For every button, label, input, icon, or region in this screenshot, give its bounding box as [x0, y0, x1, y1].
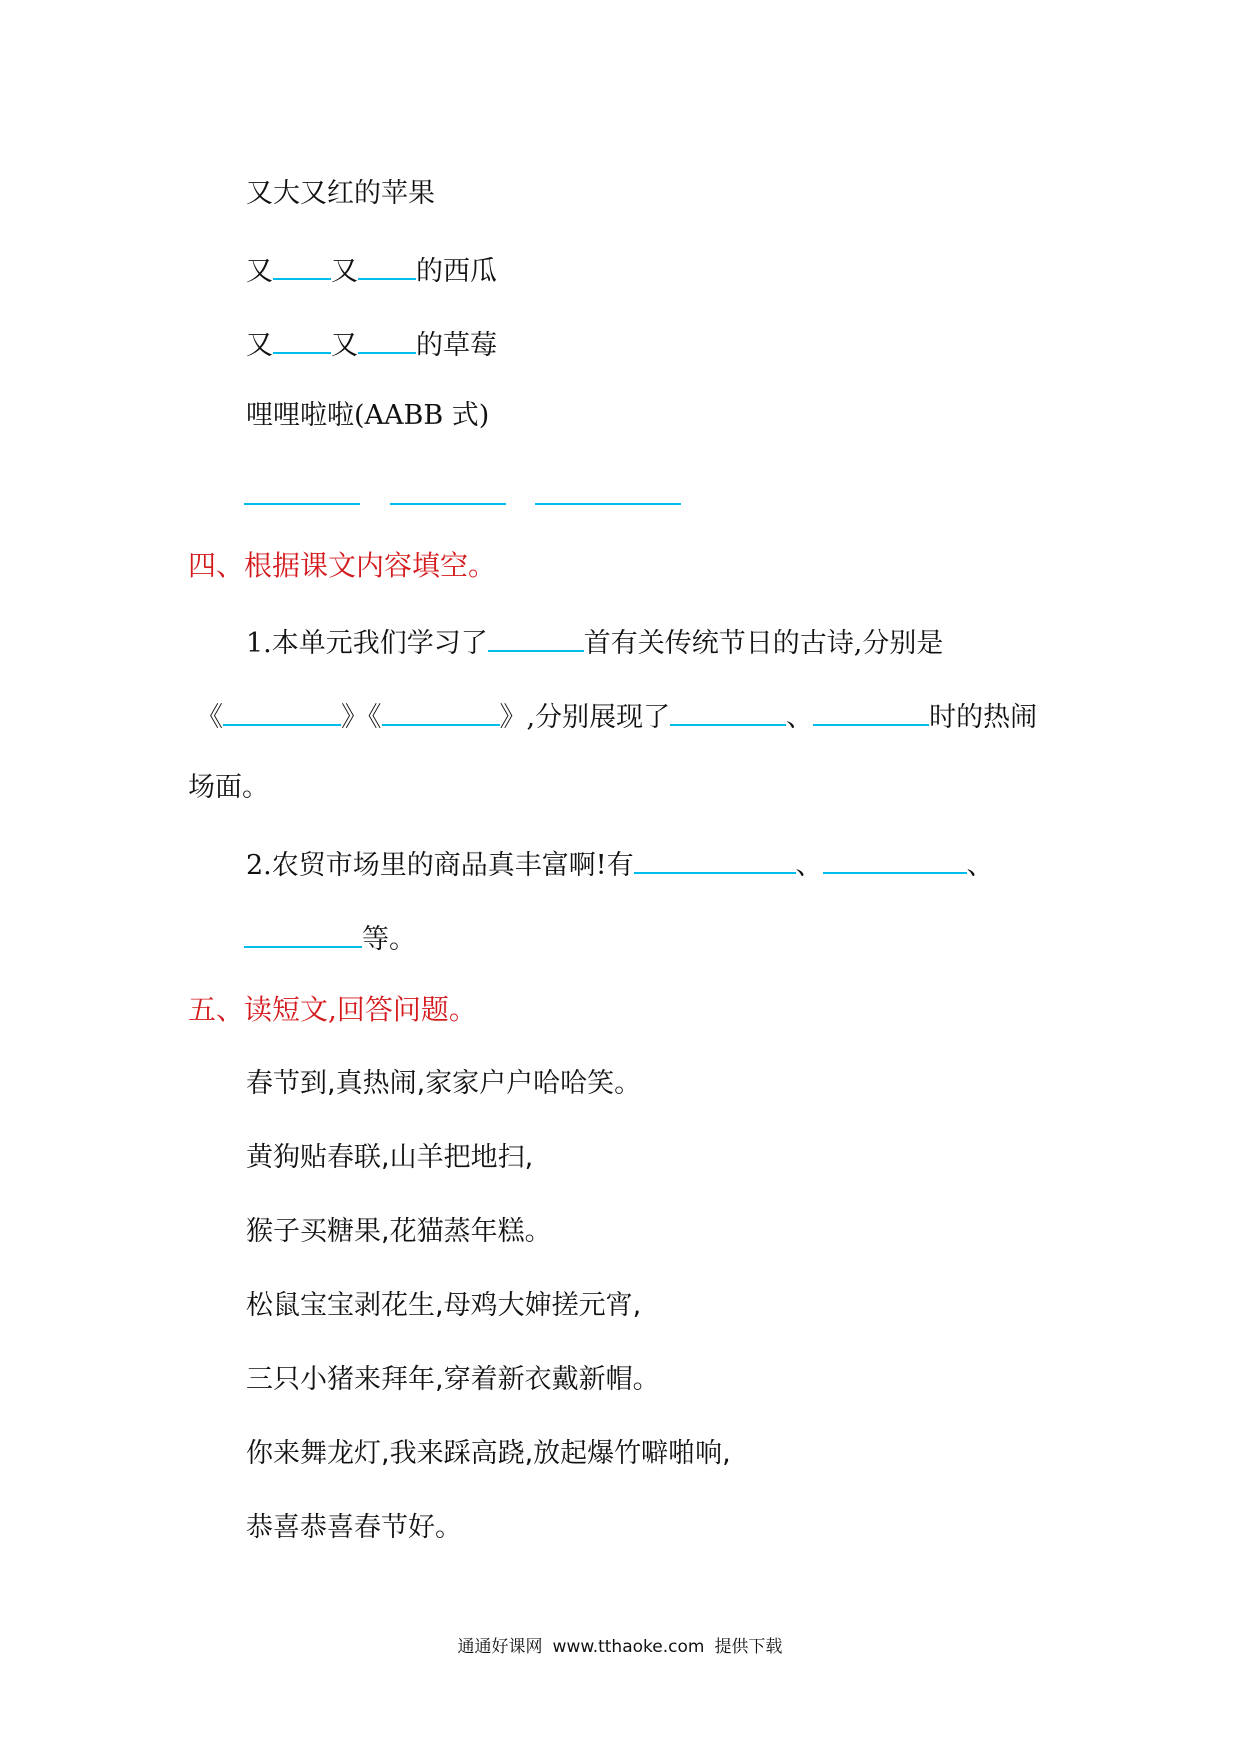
blank-input[interactable]: [358, 322, 416, 354]
q1-end: 时的热闹: [929, 702, 1038, 733]
you-char: 又: [246, 256, 273, 287]
aabb-blank-1[interactable]: [244, 503, 360, 505]
blank-input[interactable]: [223, 694, 341, 726]
you-char: 又: [331, 330, 358, 361]
item-suffix: 的西瓜: [416, 256, 497, 287]
section-heading-five: 五、读短文,回答问题。: [188, 993, 477, 1026]
q1-prefix: 1.本单元我们学习了: [246, 628, 488, 659]
poem-line: 春节到,真热闹,家家户户哈哈笑。: [246, 1068, 642, 1099]
aabb-prompt: 哩哩啦啦(AABB 式): [246, 400, 490, 431]
blank-input[interactable]: [358, 248, 416, 280]
example-phrase: 又大又红的苹果: [246, 178, 435, 209]
q1-middle: 首有关传统节日的古诗,分别是: [583, 628, 944, 659]
blank-input[interactable]: [488, 620, 584, 652]
you-char: 又: [246, 330, 273, 361]
q2-separator: 、: [795, 850, 823, 881]
footer-url[interactable]: www.tthaoke.com: [552, 1637, 705, 1657]
blank-input[interactable]: [244, 916, 362, 948]
q1-after-titles: 》,分别展现了: [499, 702, 671, 733]
question-2-line-2: [244, 916, 416, 960]
blank-input[interactable]: [273, 322, 331, 354]
section-heading-four: 四、根据课文内容填空。: [188, 549, 497, 582]
q2-separator: 、: [966, 850, 994, 881]
q2-prefix: 2.农贸市场里的商品真丰富啊!有: [246, 850, 634, 881]
footer-note: 提供下载: [714, 1637, 783, 1657]
aabb-blank-3[interactable]: [535, 503, 681, 505]
footer-site-name: 通通好课网: [457, 1637, 543, 1657]
question-1-line-1: [246, 620, 943, 664]
question-1-line-2: [196, 694, 1037, 738]
blank-input[interactable]: [823, 842, 967, 874]
fill-item-watermelon: [246, 248, 497, 292]
you-char: 又: [331, 256, 358, 287]
question-1-line-3: 场面。: [188, 772, 269, 803]
blank-input[interactable]: [634, 842, 796, 874]
fill-item-strawberry: [246, 322, 497, 366]
q1-open-bracket: 《: [196, 702, 223, 733]
poem-line: 三只小猪来拜年,穿着新衣戴新帽。: [246, 1364, 660, 1395]
blank-input[interactable]: [273, 248, 331, 280]
blank-input[interactable]: [670, 694, 786, 726]
poem-line: 松鼠宝宝剥花生,母鸡大婶搓元宵,: [246, 1290, 642, 1321]
q2-end: 等。: [362, 924, 416, 955]
q1-between-brackets: 》《: [341, 702, 382, 733]
question-2-line-1: [246, 842, 994, 886]
poem-line: 恭喜恭喜春节好。: [246, 1512, 462, 1543]
blank-input[interactable]: [813, 694, 929, 726]
poem-line: 黄狗贴春联,山羊把地扫,: [246, 1142, 534, 1173]
aabb-blank-2[interactable]: [390, 503, 506, 505]
blank-input[interactable]: [382, 694, 500, 726]
page-footer: [0, 1632, 1240, 1657]
item-suffix: 的草莓: [416, 330, 497, 361]
poem-line: 猴子买糖果,花猫蒸年糕。: [246, 1216, 552, 1247]
q1-separator: 、: [786, 702, 814, 733]
poem-line: 你来舞龙灯,我来踩高跷,放起爆竹噼啪响,: [246, 1438, 731, 1469]
